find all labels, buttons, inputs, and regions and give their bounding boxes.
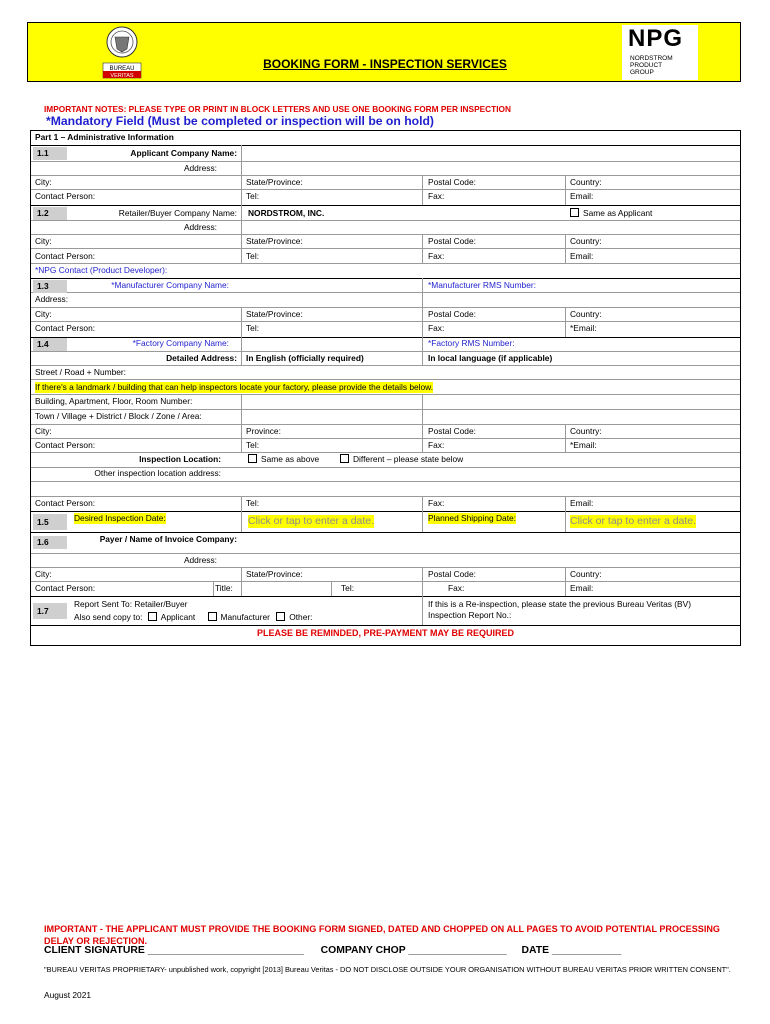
manufacturer-fax-label: Fax: — [428, 323, 445, 333]
desired-date-label: Desired Inspection Date: — [74, 513, 166, 523]
factory-province-label: Province: — [246, 426, 281, 436]
company-chop-field[interactable]: COMPANY CHOP _________________ — [320, 945, 507, 956]
factory-contact-label: Contact Person: — [35, 440, 96, 450]
manufacturer-country-label: Country: — [570, 309, 602, 319]
different-location-label: Different – please state below — [353, 454, 464, 464]
same-as-above-label: Same as above — [261, 454, 320, 464]
version-date: August 2021 — [44, 990, 92, 1000]
same-as-applicant-label: Same as Applicant — [583, 208, 653, 218]
section-1-6-number: 1.6 — [33, 536, 67, 549]
payer-fax-label: Fax: — [448, 583, 465, 593]
prepayment-notice: PLEASE BE REMINDED, PRE-PAYMENT MAY BE REQUIRED — [256, 628, 515, 638]
applicant-address-label: Address: — [183, 163, 217, 173]
manufacturer-rms-label: *Manufacturer RMS Number: — [428, 280, 536, 290]
same-as-above-option[interactable] — [248, 454, 319, 465]
retailer-email-label: Email: — [570, 251, 594, 261]
retailer-company-value[interactable]: NORDSTROM, INC. — [248, 208, 325, 218]
copy-applicant-checkbox[interactable] — [148, 612, 157, 621]
payer-state-label: State/Province: — [246, 569, 303, 579]
retailer-contact-label: Contact Person: — [35, 251, 96, 261]
section-1-2-number: 1.2 — [33, 207, 67, 220]
desired-date-picker[interactable]: Click or tap to enter a date. — [248, 515, 375, 527]
retailer-tel-label: Tel: — [246, 251, 260, 261]
report-sent-to-label: Report Sent To: Retailer/Buyer — [74, 599, 188, 609]
factory-city-label: City: — [35, 426, 52, 436]
copy-manufacturer-checkbox[interactable] — [208, 612, 217, 621]
also-send-label: Also send copy to: — [74, 612, 143, 622]
applicant-state-label: State/Province: — [246, 177, 303, 187]
bv-logo-line2: VERITAS — [110, 73, 134, 79]
same-as-above-checkbox[interactable] — [248, 454, 257, 463]
payer-postal-label: Postal Code: — [428, 569, 476, 579]
factory-fax-label: Fax: — [428, 440, 445, 450]
same-as-applicant-option[interactable] — [570, 208, 652, 219]
manufacturer-city-label: City: — [35, 309, 52, 319]
factory-postal-label: Postal Code: — [428, 426, 476, 436]
applicant-country-label: Country: — [570, 177, 602, 187]
copy-other-label: Other: — [289, 612, 313, 622]
section-1-3-number: 1.3 — [33, 280, 67, 293]
form-header — [27, 22, 741, 82]
also-send-copy-row — [74, 612, 313, 623]
planned-shipping-picker[interactable]: Click or tap to enter a date. — [570, 515, 697, 527]
applicant-email-label: Email: — [570, 191, 594, 201]
bv-logo-line1: BUREAU — [109, 66, 135, 72]
applicant-tel-label: Tel: — [246, 191, 260, 201]
copy-other-checkbox[interactable] — [276, 612, 285, 621]
applicant-company-label: Applicant Company Name: — [130, 148, 237, 158]
english-address-label: In English (officially required) — [246, 353, 364, 363]
applicant-fax-label: Fax: — [428, 191, 445, 201]
manufacturer-tel-label: Tel: — [246, 323, 260, 333]
payer-contact-label: Contact Person: — [35, 583, 96, 593]
booking-form-table — [30, 130, 741, 646]
bureau-veritas-logo — [83, 25, 161, 81]
factory-email-label: *Email: — [570, 440, 597, 450]
section-1-4-number: 1.4 — [33, 338, 67, 351]
copy-applicant-label: Applicant — [160, 612, 196, 622]
section-1-1-number: 1.1 — [33, 147, 67, 160]
factory-company-label: *Factory Company Name: — [132, 338, 229, 348]
form-title: BOOKING FORM - INSPECTION SERVICES — [263, 57, 507, 71]
manufacturer-company-label: *Manufacturer Company Name: — [111, 280, 229, 290]
town-label: Town / Village + District / Block / Zone / Area: — [35, 411, 202, 421]
npg-logo-line2: PRODUCT — [630, 62, 663, 69]
payer-tel-label: Tel: — [341, 583, 355, 593]
manufacturer-state-label: State/Province: — [246, 309, 303, 319]
manufacturer-contact-label: Contact Person: — [35, 323, 96, 333]
retailer-postal-label: Postal Code: — [428, 236, 476, 246]
reinspection-label: If this is a Re-inspection, please state the previous Bureau Veritas (BV) Inspection Report No.: — [428, 599, 692, 620]
factory-tel-label: Tel: — [246, 440, 260, 450]
same-as-applicant-checkbox[interactable] — [570, 208, 579, 217]
section-1-7-number: 1.7 — [33, 603, 67, 619]
inspection-location-label: Inspection Location: — [139, 454, 221, 464]
local-address-label: In local language (if applicable) — [428, 353, 553, 363]
copy-manufacturer-label: Manufacturer — [220, 612, 270, 622]
proprietary-notice: "BUREAU VERITAS PROPRIETARY- unpublished work, copyright [2013] Bureau Veritas - DO NOT DISCLOSE OUTSIDE YOUR ORGANISATION WITHOUT BUREAU VERITAS PRIOR WRITTEN CONSENT". — [44, 965, 731, 974]
street-label: Street / Road + Number: — [35, 367, 127, 377]
location-fax-label: Fax: — [428, 498, 445, 508]
retailer-country-label: Country: — [570, 236, 602, 246]
location-contact-label: Contact Person: — [35, 498, 96, 508]
mandatory-note: *Mandatory Field (Must be completed or inspection will be on hold) — [46, 114, 434, 128]
payer-label: Payer / Name of Invoice Company: — [99, 534, 237, 544]
other-location-label: Other inspection location address: — [94, 468, 221, 478]
applicant-contact-label: Contact Person: — [35, 191, 96, 201]
npg-logo-line1: NORDSTROM — [630, 55, 673, 62]
npg-logo — [622, 25, 698, 80]
important-notes: IMPORTANT NOTES: PLEASE TYPE OR PRINT IN BLOCK LETTERS AND USE ONE BOOKING FORM PER INSPECTION — [44, 104, 511, 114]
detailed-address-label: Detailed Address: — [166, 353, 237, 363]
payer-address-label: Address: — [183, 555, 217, 565]
building-label: Building, Apartment, Floor, Room Number: — [35, 396, 193, 406]
manufacturer-email-label: *Email: — [570, 323, 597, 333]
client-signature-field[interactable]: CLIENT SIGNATURE ___________________________ — [44, 945, 304, 956]
planned-shipping-label: Planned Shipping Date: — [428, 513, 517, 523]
date-field[interactable]: DATE ____________ — [521, 945, 622, 956]
retailer-company-label: Retailer/Buyer Company Name: — [118, 208, 237, 218]
retailer-state-label: State/Province: — [246, 236, 303, 246]
signature-requirement-notice: IMPORTANT - THE APPLICANT MUST PROVIDE THE BOOKING FORM SIGNED, DATED AND CHOPPED ON ALL PAGES TO AVOID POTENTIAL PROCESSING DELAY OR REJECTION. — [44, 924, 720, 946]
part1-heading: Part 1 – Administrative Information — [35, 132, 174, 142]
location-tel-label: Tel: — [246, 498, 260, 508]
signature-line — [44, 945, 621, 956]
applicant-postal-label: Postal Code: — [428, 177, 476, 187]
payer-title-label: Title: — [215, 583, 233, 593]
factory-country-label: Country: — [570, 426, 602, 436]
different-location-option[interactable] — [340, 454, 463, 465]
applicant-city-label: City: — [35, 177, 52, 187]
landmark-note: If there's a landmark / building that can help inspectors locate your factory, please provide the details below. — [35, 382, 434, 392]
payer-country-label: Country: — [570, 569, 602, 579]
npg-contact-label: *NPG Contact (Product Developer): — [35, 265, 168, 275]
retailer-fax-label: Fax: — [428, 251, 445, 261]
retailer-address-label: Address: — [183, 222, 217, 232]
section-1-5-number: 1.5 — [33, 514, 67, 530]
manufacturer-postal-label: Postal Code: — [428, 309, 476, 319]
npg-logo-line3: GROUP — [630, 69, 654, 76]
location-email-label: Email: — [570, 498, 594, 508]
different-location-checkbox[interactable] — [340, 454, 349, 463]
manufacturer-address-label: Address: — [35, 294, 69, 304]
retailer-city-label: City: — [35, 236, 52, 246]
factory-rms-label: *Factory RMS Number: — [428, 338, 515, 348]
payer-city-label: City: — [35, 569, 52, 579]
npg-logo-mark: NPG — [628, 25, 684, 52]
payer-email-label: Email: — [570, 583, 594, 593]
